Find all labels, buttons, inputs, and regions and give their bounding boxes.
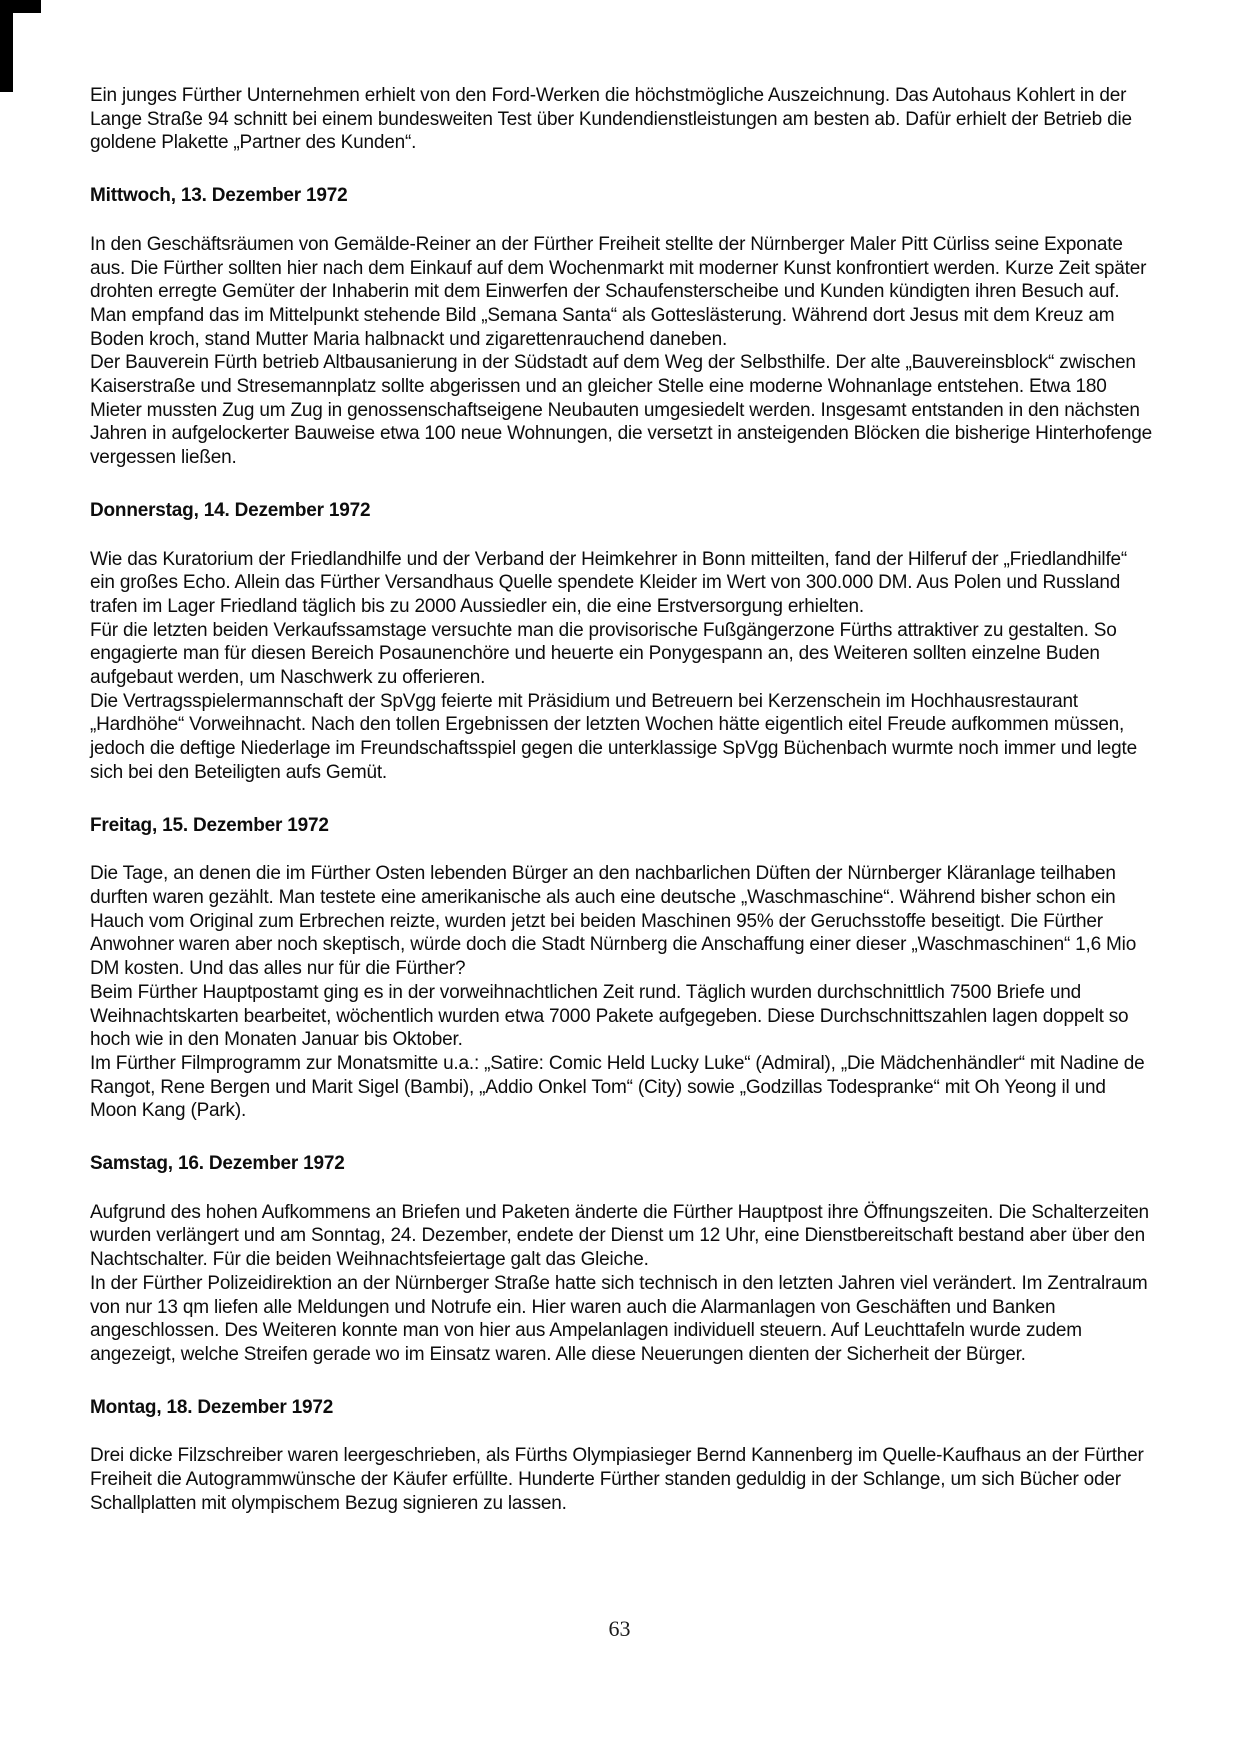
body-paragraph: In den Geschäftsräumen von Gemälde-Reiner an der Fürther Freiheit stellte der Nürnberger Maler Pitt Cürliss seine Exponate aus. Die Fürther sollten hier nach dem Einkauf auf dem Wochenmarkt mit moderner Kunst konfrontiert werden. Kurze Zeit später drohten erregte Gemüter der Inhaberin mit dem Einwerfen der Schaufensterscheibe und Kunden kündigten ihren Besuch auf. Man empfand das im Mittelpunkt stehende Bild „Semana Santa“ als Gotteslästerung. Während dort Jesus mit dem Kreuz am Boden kroch, stand Mutter Maria halbnackt und zigarettenrauchend daneben. <box>90 233 1147 350</box>
body-paragraph: Für die letzten beiden Verkaufssamstage versuchte man die provisorische Fußgängerzone Fürths attraktiver zu gestalten. So engagierte man für diesen Bereich Posaunenchöre und heuerte ein Ponygespann an, des Weiteren sollten einzelne Buden aufgebaut werden, um Naschwerk zu offerieren. <box>90 619 1117 689</box>
date-heading: Samstag, 16. Dezember 1972 <box>90 1153 345 1175</box>
page-content <box>90 84 1152 1515</box>
body-paragraph: In der Fürther Polizeidirektion an der Nürnberger Straße hatte sich technisch in den letzten Jahren viel verändert. Im Zentralraum von nur 13 qm liefen alle Meldungen und Notrufe ein. Hier waren auch die Alarmanlagen von Geschäften und Banken angeschlossen. Des Weiteren konnte man von hier aus Ampelanlagen individuell steuern. Auf Leuchttafeln wurde zudem angezeigt, welche Streifen gerade wo im Einsatz waren. Alle diese Neuerungen dienten der Sicherheit der Bürger. <box>90 1272 1148 1365</box>
date-heading: Donnerstag, 14. Dezember 1972 <box>90 499 371 521</box>
date-heading: Montag, 18. Dezember 1972 <box>90 1396 334 1418</box>
body-paragraph: Wie das Kuratorium der Friedlandhilfe und der Verband der Heimkehrer in Bonn mitteilten, fand der Hilferuf der „Friedlandhilfe“ ein großes Echo. Allein das Fürther Versandhaus Quelle spendete Kleider im Wert von 300.000 DM. Aus Polen und Russland trafen im Lager Friedland täglich bis zu 2000 Aussiedler ein, die eine Erstversorgung erhielten. <box>90 548 1128 617</box>
scan-artifact-vertical-bar <box>0 0 13 92</box>
body-paragraph: Die Vertragsspielermannschaft der SpVgg feierte mit Präsidium und Betreuern bei Kerzenschein im Hochhausrestaurant „Hardhöhe“ Vorweihnacht. Nach den tollen Ergebnissen der letzten Wochen hätte eigentlich eitel Freude aufkommen müssen, jedoch die deftige Niederlage im Freundschaftsspiel gegen die unterklassige SpVgg Büchenbach wurmte noch immer und legte sich bei den Beteiligten aufs Gemüt. <box>90 690 1137 783</box>
body-paragraph: Die Tage, an denen die im Fürther Osten lebenden Bürger an den nachbarlichen Düften der Nürnberger Kläranlage teilhaben durften waren gezählt. Man testete eine amerikanische als auch eine deutsche „Waschmaschine“. Während bisher schon ein Hauch vom Original zum Erbrechen reizte, wurden jetzt bei beiden Maschinen 95% der Geruchsstoffe beseitigt. Die Fürther Anwohner waren aber noch skeptisch, würde doch die Stadt Nürnberg die Anschaffung einer dieser „Waschmaschinen“ 1,6 Mio DM kosten. Und das alles nur für die Fürther? <box>90 863 1137 980</box>
body-paragraph: Ein junges Fürther Unternehmen erhielt von den Ford-Werken die höchstmögliche Auszeichnung. Das Autohaus Kohlert in der Lange Straße 94 schnitt bei einem bundesweiten Test über Kundendienstleistungen am besten ab. Dafür erhielt der Betrieb die goldene Plakette „Partner des Kunden“. <box>90 85 1132 154</box>
body-paragraph: Beim Fürther Hauptpostamt ging es in der vorweihnachtlichen Zeit rund. Täglich wurden durchschnittlich 7500 Briefe und Weihnachtskarten bearbeitet, wöchentlich wurden etwa 7000 Pakete aufgegeben. Diese Durchschnittszahlen lagen doppelt so hoch wie in den Monaten Januar bis Oktober. <box>90 981 1129 1051</box>
body-paragraph: Der Bauverein Fürth betrieb Altbausanierung in der Südstadt auf dem Weg der Selbsthilfe. Der alte „Bauvereinsblock“ zwischen Kaiserstraße und Stresemannplatz sollte abgerissen und an gleicher Stelle eine moderne Wohnanlage entstehen. Etwa 180 Mieter mussten Zug um Zug in genossenschaftseigene Neubauten umgesiedelt werden. Insgesamt entstanden in den nächsten Jahren in aufgelockerter Bauweise etwa 100 neue Wohnungen, die versetzt in ansteigenden Blöcken die bisherige Hinterhofenge vergessen ließen. <box>90 352 1152 469</box>
date-heading: Mittwoch, 13. Dezember 1972 <box>90 185 348 207</box>
body-paragraph: Drei dicke Filzschreiber waren leergeschrieben, als Fürths Olympiasieger Bernd Kannenberg im Quelle-Kaufhaus an der Fürther Freiheit die Autogrammwünsche der Käufer erfüllte. Hunderte Fürther standen geduldig in der Schlange, um sich Bücher oder Schallplatten mit olympischem Bezug signieren zu lassen. <box>90 1445 1144 1514</box>
body-paragraph: Im Fürther Filmprogramm zur Monatsmitte u.a.: „Satire: Comic Held Lucky Luke“ (Admiral), „Die Mädchenhändler“ mit Nadine de Rangot, Rene Bergen und Marit Sigel (Bambi), „Addio Onkel Tom“ (City) sowie „Godzillas Todespranke“ mit Oh Yeong il und Moon Kang (Park). <box>90 1052 1145 1122</box>
body-paragraph: Aufgrund des hohen Aufkommens an Briefen und Paketen änderte die Fürther Hauptpost ihre Öffnungszeiten. Die Schalterzeiten wurden verlängert und am Sonntag, 24. Dezember, endete der Dienst um 12 Uhr, eine Dienstbereitschaft bestand aber über den Nachtschalter. Für die beiden Weihnachtsfeiertage galt das Gleiche. <box>90 1201 1149 1271</box>
date-heading: Freitag, 15. Dezember 1972 <box>90 814 329 836</box>
page-number: 63 <box>608 1616 631 1641</box>
